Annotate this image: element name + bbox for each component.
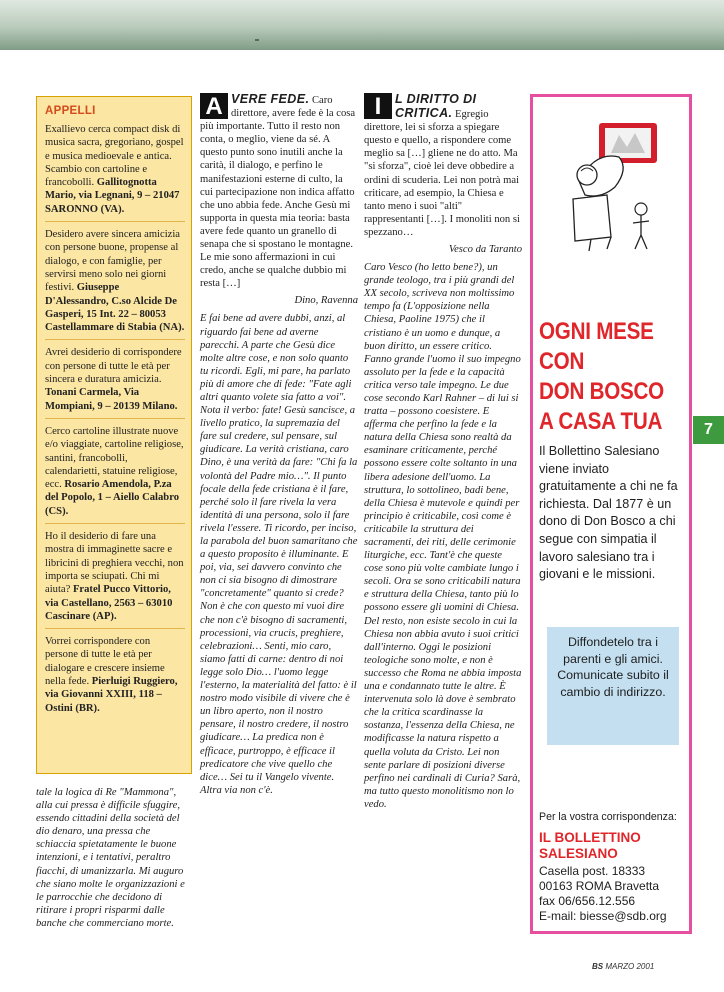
publication-line-1: IL BOLLETTINO xyxy=(539,829,641,845)
appello-item xyxy=(45,635,185,720)
appello-contact: Rosario Amendola, P.za del Popolo, 1 – Aiello Calabro (CS). xyxy=(45,479,179,517)
address-line-2: 00163 ROMA Bravetta xyxy=(539,878,660,893)
headline-line-1: OGNI MESE xyxy=(539,318,654,345)
fax-line: fax 06/656.12.556 xyxy=(539,893,636,908)
letter-avere-fede xyxy=(200,93,358,797)
appello-item xyxy=(45,346,185,418)
appello-text: Cerco cartoline illustrate nuove e/o viaggiate, cartoline religiose, santini, francobolli, calendarietti, statuine religiose, ecc. xyxy=(45,425,184,491)
promo-box xyxy=(530,94,692,934)
email-line: E-mail: biesse@sdb.org xyxy=(539,908,667,923)
letter2-signature: Vesco da Taranto xyxy=(448,244,522,256)
publication-name xyxy=(539,830,689,862)
headline-line-4: A CASA TUA xyxy=(539,408,663,435)
appello-text: Exallievo cerca compact disk di musica sacra, gregoriano, gospel e musica medioevale e antica. Scambio con cartoline e francobolli. xyxy=(45,124,184,189)
dropcap-i: I xyxy=(364,93,392,119)
appello-item xyxy=(45,123,185,222)
address-line-1: Casella post. 18333 xyxy=(539,863,646,878)
appello-text: Avrei desiderio di corrispondere con persone di tutte le età per sincera e duratura amicizia. xyxy=(45,347,182,386)
footer xyxy=(592,962,654,971)
appello-item xyxy=(45,425,185,524)
footer-date: MARZO 2001 xyxy=(605,962,655,971)
footer-mag: BS xyxy=(592,962,604,971)
appello-item xyxy=(45,228,185,340)
headline-line-2: CON xyxy=(539,348,585,375)
contact-intro: Per la vostra corrispondenza: xyxy=(539,811,677,823)
headline-line-3: DON BOSCO xyxy=(539,378,664,405)
letter2-title: L DIRITTO DI CRITICA. xyxy=(395,92,477,121)
promo-body: Il Bollettino Salesiano viene inviato gratuitamente a chi ne fa richiesta. Dal 1877 è un dono di Don Bosco a chi segue con simpatia il lavoro salesiano tra i giovani e le missioni. xyxy=(539,444,678,582)
appello-contact: Pierluigi Ruggiero, via Giovanni XXIII, 118 – Ostini (BR). xyxy=(45,675,178,714)
dropcap-a: A xyxy=(200,93,228,119)
letter-diritto-critica xyxy=(364,93,522,811)
promo-callout: Diffondetelo tra i parenti e gli amici. Comunicate subito il cambio di indirizzo. xyxy=(547,627,679,745)
col1-continuation: tale la logica di Re "Mammona", alla cui pressa è difficile sfuggire, essendo cittadini della società del dio denaro, una pressa che schiaccia spietatamente le buone intenzioni, e i tentativi, peraltro fiacchi, di umanizzarla. Mi auguro che siano molte le organizzazioni e le parrocchie che decidono di ritirare i propri risparmi dalle banche che commerciano morte. xyxy=(36,787,185,929)
appelli-title: APPELLI xyxy=(45,105,96,117)
appello-text: Ho il desiderio di fare una mostra di immaginette sacre e libricini di preghiera vecchi, non importa se sciupati. Chi mi aiuta? xyxy=(45,531,184,596)
appello-item xyxy=(45,530,185,629)
appelli-box xyxy=(36,96,192,774)
appello-contact: Gallitognotta Mario, via Legnani, 9 – 21047 SARONNO (VA). xyxy=(45,177,180,215)
letter1-body: Caro direttore, avere fede è la cosa più importante. Tutto il resto non conta, o meglio, viene da sé. A questo punto sono inutili anche la carità, il dialogo, e perfino le manifestazioni esterne di culto, la cui partecipazione non indica affatto che uno abbia fede. Anche Gesù mi supporta in questa mia teoria: basta avere fede quanto un granello di senapa che si spostano le montagne. Le mie sono affermazioni in cui credo, anche se qualche dubbio mi resta […] xyxy=(200,95,356,290)
letter2-body: Egregio direttore, lei si sforza a spiegare questo e quello, a rispondere come meglio sa […] gliene ne do atto. Ma "si sforza", cioè lei deve obbedire a ordini di scuderia. Lei non potrà mai criticare, ad esempio, la Chiesa e tanto meno i suoi "alti" rappresentanti […]. I monoliti non si spezzano… xyxy=(364,109,520,238)
publication-line-2: SALESIANO xyxy=(539,845,618,861)
appello-contact: Tonani Carmela, Via Mompiani, 9 – 20139 Milano. xyxy=(45,387,178,412)
promo-headline xyxy=(539,317,668,437)
appello-text: Vorrei corrispondere con persone di tutte le età per dialogare e crescere insieme nella fede. xyxy=(45,636,165,687)
letter1-reply: E fai bene ad avere dubbi, anzi, al riguardo fai bene ad averne parecchi. A parte che Gesù dice molte altre cose, e non solo quanto tu ricordi. Egli, mi pare, ha parlato più di amore che di fede: "Fate agli altri quanto volete sia fatto a voi". Nota il verbo: fate! Gesù sancisce, a livello pratico, la supremazia del fare sul credere, sul pensare, sul giudicare. La verità cristiana, caro Dino, è una verità da fare: "Chi fa la volontà del Padre mio…". Il punto focale della fede cristiana è il fare, perché solo il fare rivela la vera identità di una persona, solo il fare rivela l'essere. Ti ricordo, per inciso, la parabola del buon samaritano che a questo proposito è illuminante. E poi, via, sei davvero convinto che non ci sia bisogno di dimostrare "concretamente" quanto si crede? Non è che con questo mi vuoi dire che non c'è bisogno di sacramenti, processioni, via crucis, preghiere, celebrazioni… Senti, mio caro, siamo fatti di carne: dentro di noi legge solo Dio… l'uomo legge l'esterno, la materialità del fatto: è il nostro modo visibile di vivere che è un libro aperto, non il nostro pensare, il nostro credere, il nostro giudicare… La predica non è efficace, purtroppo, è efficace il predicatore che vive quello che dice… Sei tu il Vangelo vivente. Altra via non c'è. xyxy=(200,313,358,796)
don-bosco-illustration-icon xyxy=(567,117,659,255)
letter2-reply: Caro Vesco (ho letto bene?), un grande teologo, tra i più grandi del XX secolo, scriveva non moltissimo tempo fa (L'opposizione nella Chiesa, Paoline 1975) che il cristiano è un uomo e dunque, a buon diritto, un essere critico. Fanno grande l'uomo il suo impegno assoluto per la fede e la capacità critica verso tale impegno. Le due cose secondo Karl Rahner – di lui si tratta – possono coesistere. E afferma che perfino la fede e la natura della Chiesa sono realtà da esaminare criticamente, perché possono essere colte soltanto in una libera adesione dell'uomo. La struttura, lo sottolineo, badi bene, della Chiesa è mutevole e quindi per principio è criticabile, così come è criticabile la struttura dei sacramenti, dei riti, delle cerimonie liturgiche, ecc. Tant'è che queste cose sono più volte cambiate lungo i secoli. Ora se sono criticabili natura e struttura della Chiesa, tanto più lo possono essere gli uomini di Chiesa. Del resto, non esiste secolo in cui la Chiesa non abbia avuto i suoi critici dall'interno. Oggi le posizioni teologiche sono molte, e non è successo che Roma ne abbia imposta una e condannato tutte le altre. È intervenuta solo là dove è sembrato che la critica scardinasse la sostanza, l'essenza della Chiesa, ne modificasse la natura rispetto a quella voluta da Cristo. Lei non sente parlare di posizioni diverse perfino nei cardinali di Curia? Sarà, ma tutto questo monolitismo non lo vedo. xyxy=(364,262,522,810)
letter1-signature: Dino, Ravenna xyxy=(294,295,358,307)
page-tab: 7 xyxy=(693,416,724,444)
appello-contact: Giuseppe D'Alessandro, C.so Alcide De Gasperi, 15 Int. 22 – 80053 Castellammare di Stabia (NA). xyxy=(45,282,185,334)
promo-contact xyxy=(539,811,689,924)
appello-contact: Fratel Pucco Vittorio, via Castellano, 2563 – 63010 Cascinare (AP). xyxy=(45,584,173,622)
appello-text: Desidero avere sincera amicizia con persone buone, propense al dialogo, e con famiglie, per servirsi meno solo nei giorni festivi. xyxy=(45,229,180,294)
letter1-title: VERE FEDE. xyxy=(231,92,310,106)
top-banner xyxy=(0,0,724,50)
